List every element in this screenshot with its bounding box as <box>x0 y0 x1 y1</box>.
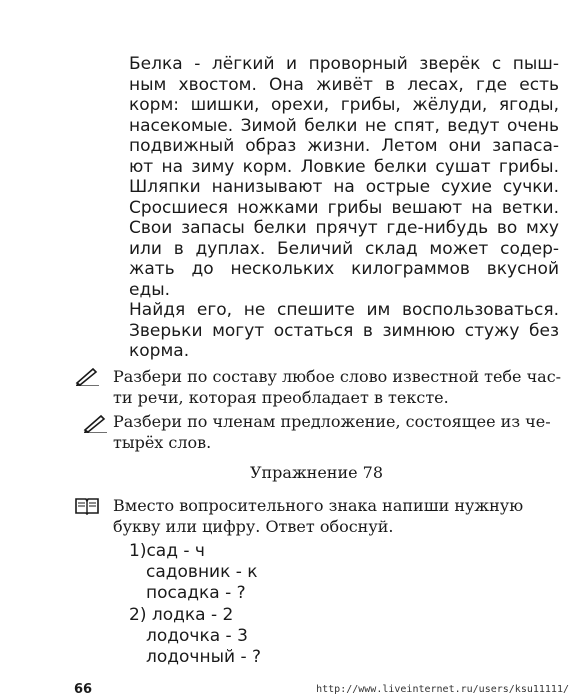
task-line: Разбери по членам предложение, состоящее из че- <box>113 412 551 431</box>
exercise-heading: Упражнение 78 <box>249 463 384 482</box>
passage-line: насекомые. Зимой белки не спят, ведут очень <box>129 115 559 136</box>
task-line: Разбери по составу любое слово известной тебе час- <box>113 367 562 386</box>
task-line: Вместо вопросительного знака напиши нужную <box>113 496 524 515</box>
exercise-item: лодочка - 3 <box>146 626 248 646</box>
task-line: тырёх слов. <box>113 433 212 452</box>
passage-line: или в дуплах. Беличий склад может содер- <box>129 238 559 259</box>
passage-line: ным хвостом. Она живёт в лесах, где есть <box>129 74 559 95</box>
passage-line: Свои запасы белки прячут где-нибудь во мху <box>129 218 559 238</box>
page-number: 66 <box>74 682 93 697</box>
passage-line: Шляпки нанизывают на острые сухие сучки. <box>129 177 559 197</box>
passage-line: Белка - лёгкий и проворный зверёк с пыш- <box>129 54 559 74</box>
passage-line: корм: шишки, орехи, грибы, жёлуди, ягоды, <box>129 95 559 115</box>
exercise-list <box>129 605 261 668</box>
passage-line: жать до нескольких килограммов вкусной еды. <box>129 259 559 300</box>
exercise-item: посадка - ? <box>146 583 246 603</box>
task-line: букву или цифру. Ответ обоснуй. <box>113 517 394 536</box>
passage-line: корма. <box>129 341 190 361</box>
exercise-item: 2) лодка - 2 <box>129 605 234 625</box>
passage-line: Найдя его, не спешите им воспользоваться. <box>129 300 559 320</box>
pencil-icon <box>82 413 108 433</box>
book-icon <box>74 496 100 516</box>
exercise-list <box>129 541 258 604</box>
passage-line: ют на зиму корм. Ловкие белки сушат грибы. <box>129 156 559 177</box>
story-passage <box>129 54 559 362</box>
pencil-icon <box>74 366 100 386</box>
watermark-url: http://www.liveinternet.ru/users/ksu11111/ <box>316 684 569 695</box>
task-line: ти речи, которая преобладает в тексте. <box>113 388 449 407</box>
passage-line: Сросшиеся ножками грибы вешают на ветки. <box>129 197 559 218</box>
passage-line: подвижный образ жизни. Летом они запаса- <box>129 136 559 156</box>
exercise-item: 1)сад - ч <box>129 541 205 561</box>
exercise-item: садовник - к <box>146 562 258 582</box>
passage-line: Зверьки могут остаться в зимнюю стужу без <box>129 320 559 341</box>
exercise-item: лодочный - ? <box>146 647 262 667</box>
